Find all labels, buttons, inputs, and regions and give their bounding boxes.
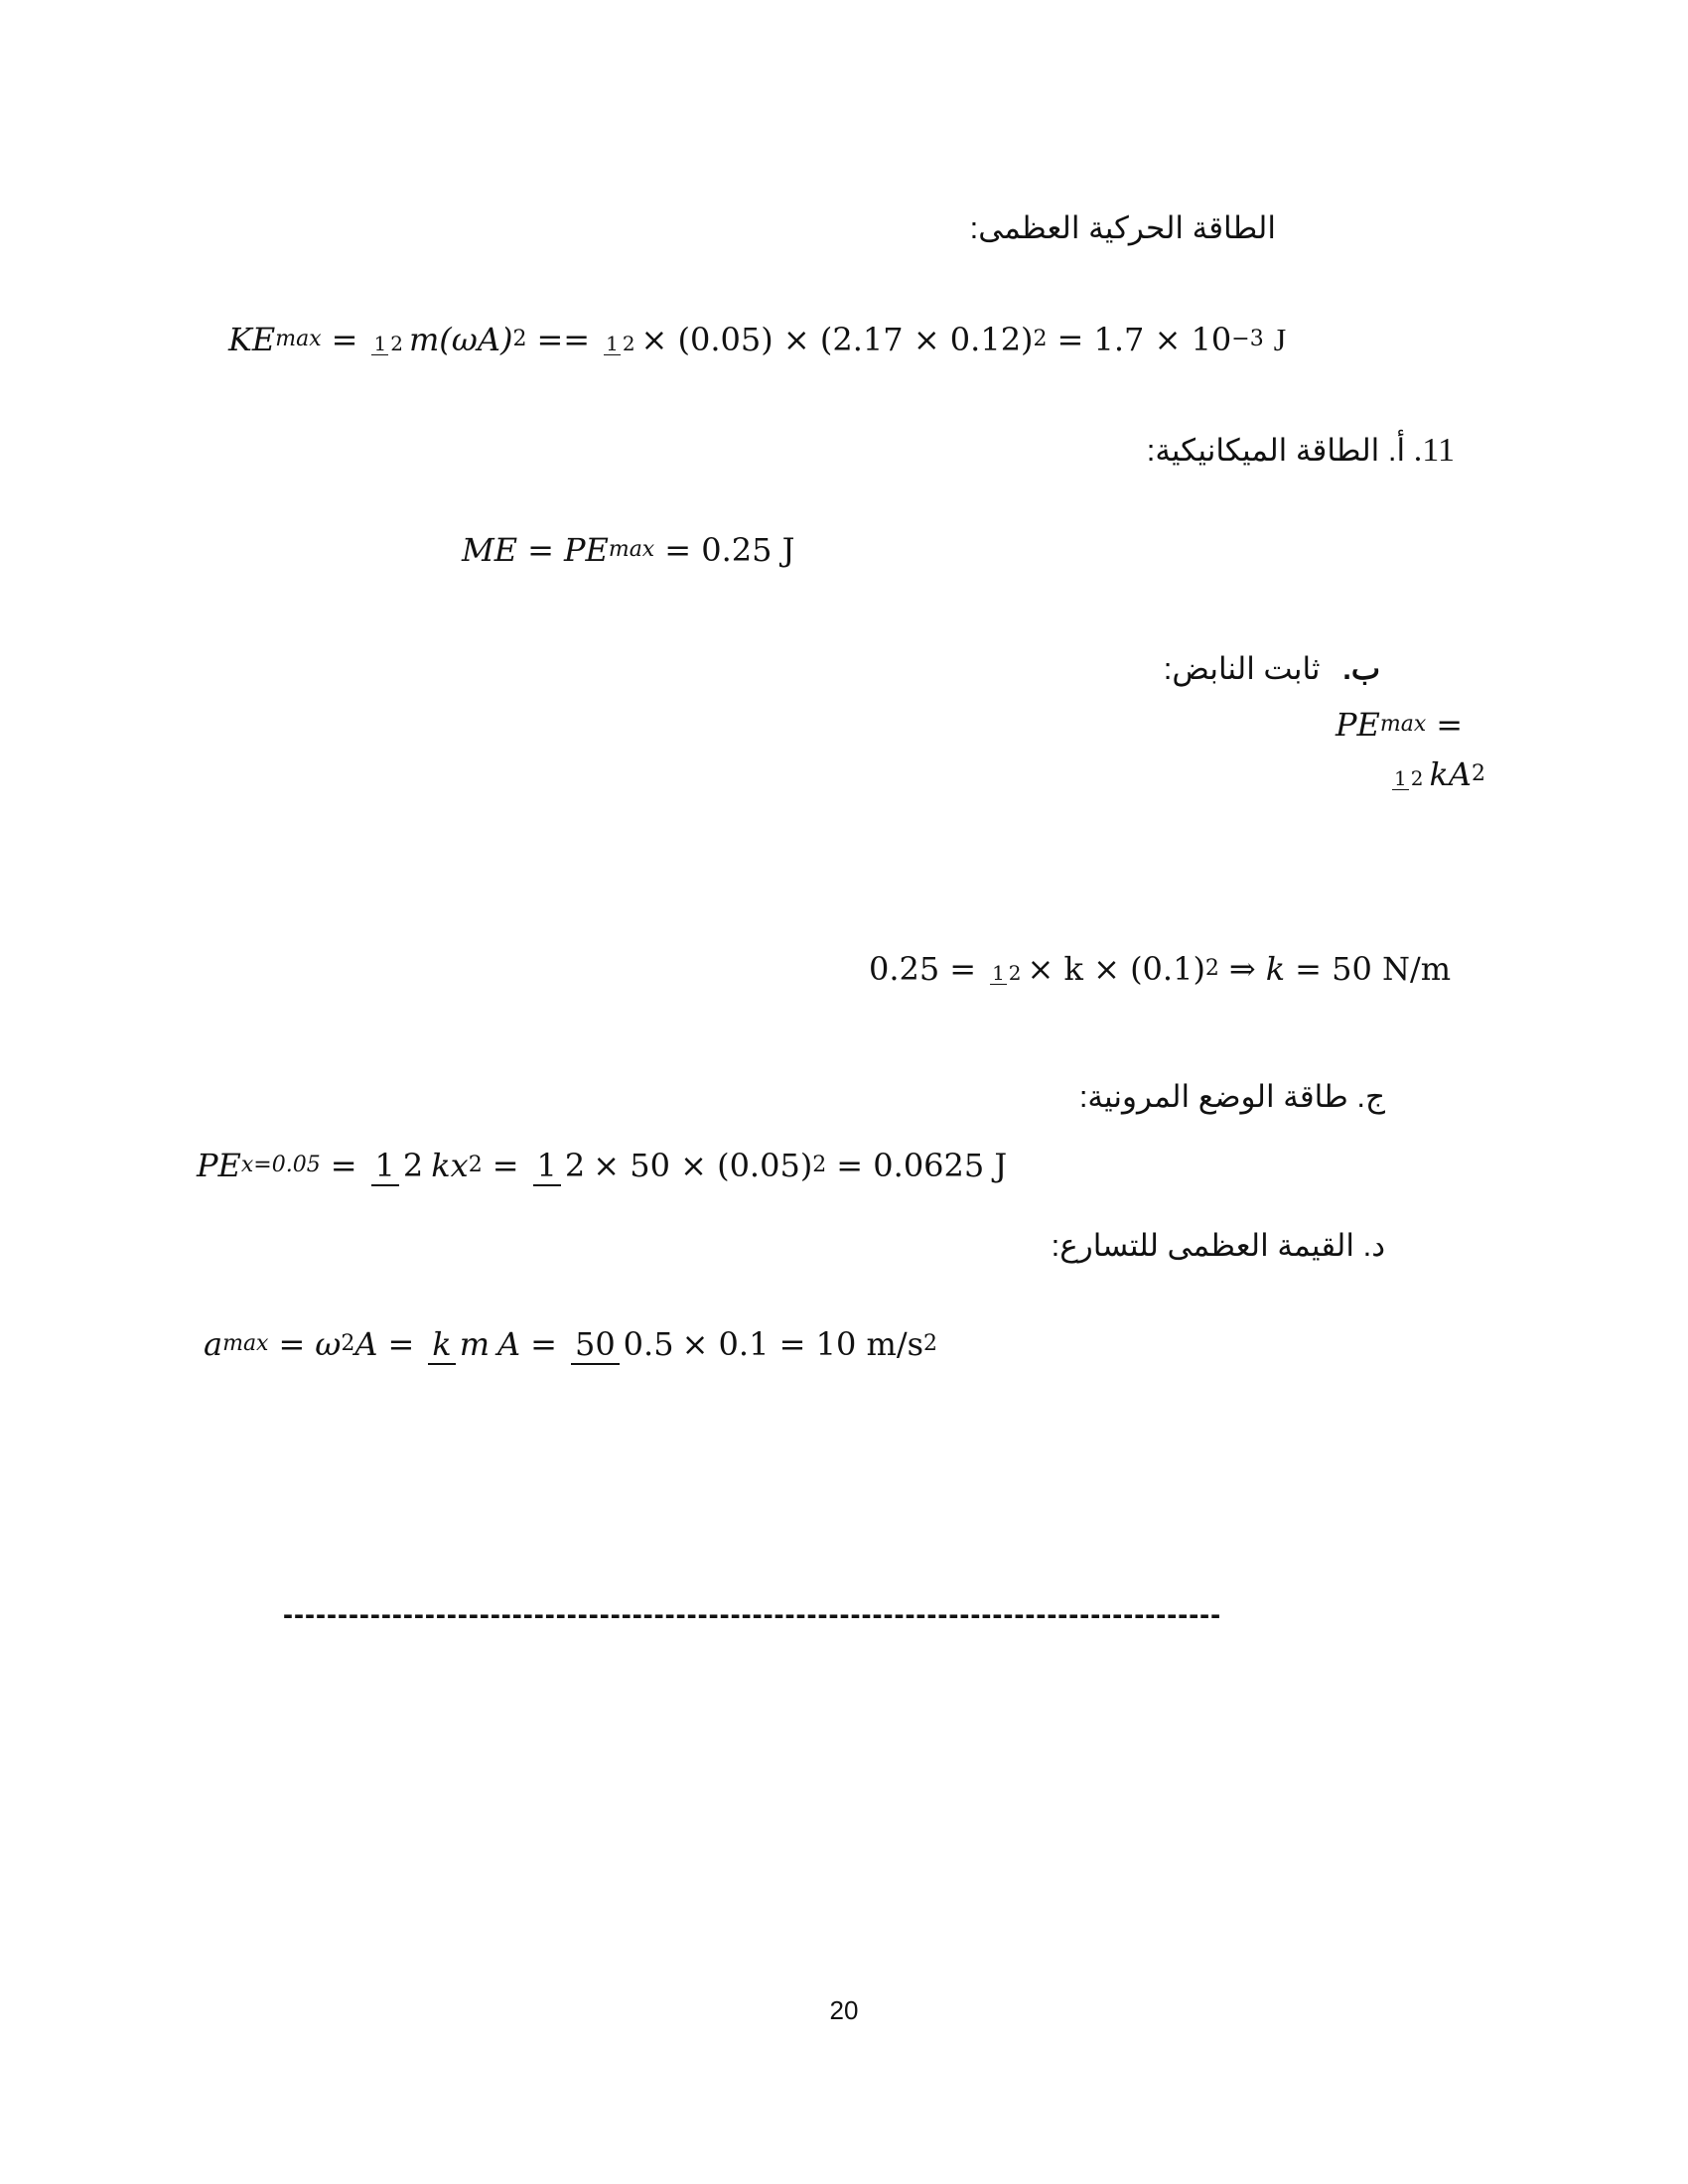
equation-ke-max: KE max = 1 2 m(ωA) 2 == 1 2 × (0.05) × (2.17 × 0.12) 2 = 1.7 × 10 −3 J [228, 316, 1286, 363]
fraction-half: 1 2 [373, 332, 403, 355]
fraction-50-over-05: 50 0.5 [571, 1320, 678, 1368]
heading-q11d: د. القيمة العظمى للتسارع: [1051, 1228, 1385, 1263]
fraction-half: 1 2 [371, 1142, 428, 1189]
heading-ke-max: الطاقة الحركية العظمى: [969, 210, 1276, 245]
equation-mechanical-energy: ME = PE max = 0.25 J [462, 531, 795, 569]
heading-q11a: 11. أ. الطاقة الميكانيكية: [1146, 432, 1455, 469]
fraction-half: 1 2 [1394, 766, 1424, 790]
equation-elastic-pe: PE x=0.05 = 1 2 kx 2 = 1 2 × 50 × (0.05) 2 = 0.0625 J [197, 1142, 1007, 1189]
fraction-half: 1 2 [533, 1142, 590, 1189]
equation-spring-constant: 0.25 = 1 2 × k × (0.1) 2 ⇒ k = 50 N/m [869, 945, 1451, 993]
fraction-half: 1 2 [606, 332, 635, 355]
equation-pe-max-line2: 1 2 kA 2 [1388, 751, 1485, 798]
equation-max-acceleration: a max = ω 2 A = k m A = 50 0.5 × 0.1 = 10 m/s 2 [204, 1320, 937, 1368]
fraction-k-over-m: k m [428, 1320, 493, 1368]
separator-line: -------------------------------------------------------------------------------------- [283, 1598, 1222, 1631]
heading-q11b: ب. ثابت النابض: [1163, 651, 1380, 686]
equation-pe-max-line1: PE max = [1336, 706, 1464, 744]
page-number: 20 [829, 1995, 859, 2025]
heading-q11c: ج. طاقة الوضع المرونية: [1078, 1079, 1385, 1114]
fraction-half: 1 2 [992, 961, 1022, 985]
